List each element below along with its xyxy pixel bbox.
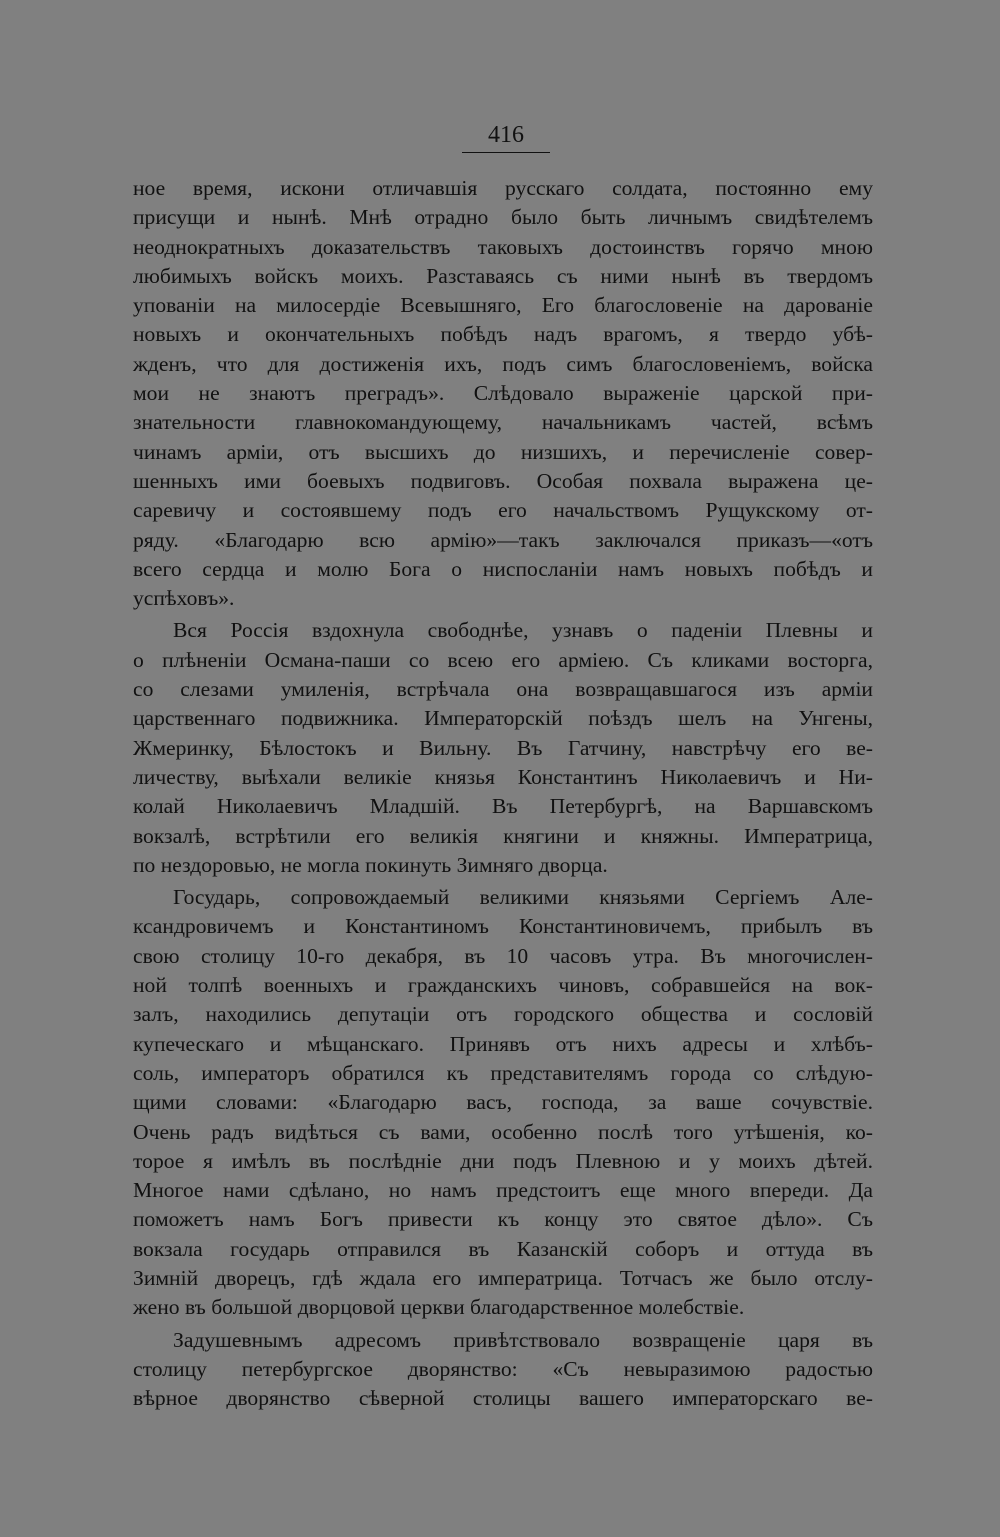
text-line: свою столицу 10-го декабря, въ 10 часовъ утра. Въ многочислен- <box>133 943 873 968</box>
text-line: неоднократныхъ доказательствъ таковыхъ достоинствъ горячо мною <box>133 234 873 259</box>
text-line: о плѣненіи Османа-паши со всею его арміею. Съ кликами восторга, <box>133 647 873 672</box>
text-line: торое я имѣлъ въ послѣдніе дни подъ Плевною и у моихъ дѣтей. <box>133 1148 873 1173</box>
text-line: вокзалѣ, встрѣтили его великія княгини и княжны. Императрица, <box>133 823 873 848</box>
paragraph-1 <box>133 174 873 613</box>
text-line: Вся Россія вздохнула свободнѣе, узнавъ о паденіи Плевны и <box>173 618 873 643</box>
text-line: Многое нами сдѣлано, но намъ предстоитъ еще много впереди. Да <box>133 1178 873 1203</box>
text-line: купеческаго и мѣщанскаго. Принявъ отъ нихъ адресы и хлѣбъ- <box>133 1031 873 1056</box>
text-line: ное время, искони отличавшія русскаго солдата, постоянно ему <box>133 176 873 200</box>
text-line: присущи и нынѣ. Мнѣ отрадно было быть личнымъ свидѣтелемъ <box>133 205 873 230</box>
text-line: соль, императоръ обратился къ представителямъ города со слѣдую- <box>133 1060 873 1085</box>
page-number-rule <box>462 152 550 153</box>
paragraph-2 <box>133 616 873 880</box>
text-line: Очень радъ видѣться съ вами, особенно послѣ того утѣшенія, ко- <box>133 1119 873 1144</box>
text-line: жденъ, что для достиженія ихъ, подъ симъ благословеніемъ, войска <box>133 351 873 376</box>
paragraph-3 <box>133 883 873 1322</box>
text-line: щими словами: «Благодарю васъ, господа, за ваше сочувствіе. <box>133 1090 873 1115</box>
text-line: любимыхъ войскъ моихъ. Разставаясь съ ними нынѣ въ твердомъ <box>133 263 873 288</box>
text-line: шенныхъ ими боевыхъ подвиговъ. Особая похвала выражена це- <box>133 468 873 493</box>
text-line: вокзала государь отправился въ Казанскій соборъ и оттуда въ <box>133 1236 873 1261</box>
text-line: Задушевнымъ адресомъ привѣтствовало возвращеніе царя въ <box>173 1327 873 1352</box>
text-line: мои не знаютъ преградъ». Слѣдовало выраженіе царской при- <box>133 381 873 406</box>
text-line: ксандровичемъ и Константиномъ Константиновичемъ, прибылъ въ <box>133 914 873 939</box>
text-line: Государь, сопровождаемый великими князьями Сергіемъ Але- <box>173 885 873 910</box>
body-text <box>133 174 873 1416</box>
paragraph-4 <box>133 1326 873 1414</box>
text-line: Жмеринку, Бѣлостокъ и Вильну. Въ Гатчину, навстрѣчу его ве- <box>133 735 873 760</box>
text-line: новыхъ и окончательныхъ побѣдъ надъ врагомъ, я твердо убѣ- <box>133 322 873 347</box>
text-line: знательности главнокомандующему, начальникамъ частей, всѣмъ <box>133 410 873 435</box>
text-line: Зимній дворецъ, гдѣ ждала его императрица. Тотчасъ же было отслу- <box>133 1265 873 1290</box>
text-line: по нездоровью, не могла покинуть Зимняго дворца. <box>133 852 608 877</box>
text-line: столицу петербургское дворянство: «Съ невыразимою радостью <box>133 1356 873 1381</box>
text-line: личеству, выѣхали великіе князья Константинъ Николаевичъ и Ни- <box>133 764 873 789</box>
text-line: чинамъ арміи, отъ высшихъ до низшихъ, и перечисленіе совер- <box>133 439 873 464</box>
text-line: поможетъ намъ Богъ привести къ концу это святое дѣло». Съ <box>133 1207 873 1232</box>
text-line: успѣховъ». <box>133 586 235 611</box>
text-line: царственнаго подвижника. Императорскій поѣздъ шелъ на Унгены, <box>133 706 873 731</box>
text-line: вѣрное дворянство сѣверной столицы вашего императорскаго ве- <box>133 1386 873 1411</box>
text-line: колай Николаевичъ Младшій. Въ Петербургѣ, на Варшавскомъ <box>133 794 873 819</box>
text-line: ряду. «Благодарю всю армію»—такъ заключался приказъ—«отъ <box>133 527 873 552</box>
page-number: 416 <box>488 122 524 148</box>
text-line: всего сердца и молю Бога о ниспосланіи намъ новыхъ побѣдъ и <box>133 556 873 581</box>
text-line: упованіи на милосердіе Всевышняго, Его благословеніе на дарованіе <box>133 293 873 318</box>
text-line: ной толпѣ военныхъ и гражданскихъ чиновъ, собравшейся на вок- <box>133 973 873 998</box>
text-line: жено въ большой дворцовой церкви благодарственное молебствіе. <box>133 1295 745 1320</box>
text-line: со слезами умиленія, встрѣчала она возвращавшагося изъ арміи <box>133 677 873 702</box>
text-line: залъ, находились депутаціи отъ городского общества и сословій <box>133 1002 873 1027</box>
text-line: саревичу и состоявшему подъ его начальствомъ Рущукскому от- <box>133 498 873 523</box>
